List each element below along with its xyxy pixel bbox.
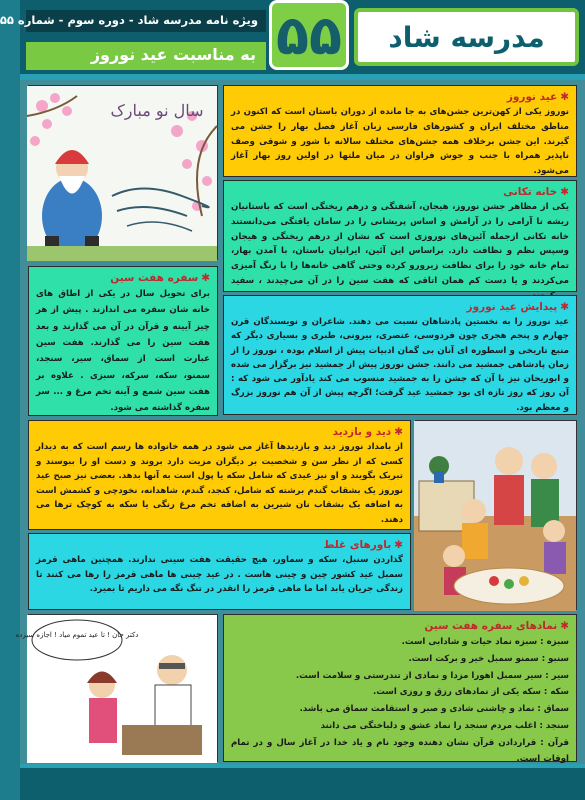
haftsin-spread-body: برای تحویل سال در یکی از اطاق های خانه شان سفره می اندازند . پیش از هر چیز آیینه و قرآن در آن می گذارند و بعد هفت سین را می گذارند. هفت سین عبارت است از سماق، سیر، سنجد، سمنو، سکه، سرکه، سبزی . علاوه بر هفت سین شمع و آینه تخم مرغ و ... سر سفره گذاشته می شود.	[36, 289, 210, 414]
symbol-item: قرآن : قراردادن قرآن نشان دهنده وجود نام و یاد خدا در آغاز سال و در تمام اوقات است.	[231, 737, 569, 765]
star-icon: ✱	[394, 539, 403, 551]
symbol-item: سیر : سیر سمبل اهورا مزدا و نمادی از تندرستی و سلامت است.	[295, 670, 569, 681]
symbol-item: سنجد : اغلب مردم سنجد را نماد عشق و دلباختگی می دانند	[320, 720, 569, 731]
misbelief-body: گذاردن سنبل، سکه و سماور، هیچ حقیقت هفت سینی ندارند. همچنین ماهی قرمز سمبل عید کشور چین و چینی هاست . در عید چینی ها ماهی قرمز را رها می کنند تا زندگی جریان یابد اما ما ماهی قرمز را انقدر در تنگ نگه می داریم تا بمیرد.	[36, 555, 403, 595]
section-heading	[36, 539, 403, 551]
section-visits	[28, 420, 411, 530]
symbol-item: سبزه : سبزه نماد حیات و شادابی است.	[401, 637, 569, 647]
nowruz-body: نوروز یکی از کهن‌ترین جشن‌های به جا مانده از دوران باستان است که اکنون در مناطق مختلف ایران و کشورهای فارسی زبان آغاز فصل بهار را جشن می گیرند. این جشن برخلاف همه جشن‌های مختلف سالانه با شور و شوقی وصف ناپذیر همراه با جنب و جوش فراوان در میان ملتها در اولین روز بهار آغاز می‌شود.	[231, 107, 569, 177]
haftsin-spread-title: سفره هفت سین	[110, 272, 199, 284]
doctor-cartoon-illustration	[15, 615, 217, 763]
card-greeting-text: سال نو مبارک	[110, 101, 204, 120]
doctor-cartoon-image	[15, 614, 218, 762]
greeting-card-illustration	[27, 86, 217, 261]
symbol-item: سنبو : سمنو سمبل خیر و برکت است.	[408, 653, 569, 664]
family-visit-image	[415, 420, 577, 610]
visits-body: از بامداد نوروز دید و بازدیدها آغاز می شود در همه خانواده ها رسم است که به دیدار کسی که از نظر سن و شخصیت بر دیگران مزیت دارد بروند و دست او را ببوسند و تبریک بگویند و او نیز عیدی که شامل سکه یا پول است به آنها بدهد. بعضی نیز صبح عید نوروز یک بشقاب گندم برشته که شامل، کنجد، گندم، شاهدانه، نخودچی و کشمش است به اضافه یک بشقاب نان شیرین به اضافه تخم مرغ رنگی یا سکه به کوچک ترها می دهند.	[36, 442, 403, 526]
section-house-cleaning	[223, 180, 577, 292]
section-nowruz	[223, 85, 577, 177]
symbol-item: سکه : سکه یکی از نمادهای رزق و روزی است.	[373, 687, 569, 698]
section-misbeliefs	[28, 533, 411, 610]
issue-subtitle: ویژه نامه مدرسه شاد - دوره سوم - شماره ۵۵	[26, 10, 266, 32]
section-heading	[231, 186, 569, 198]
misbelief-title: باورهای غلط	[323, 539, 392, 551]
greeting-card-image	[28, 85, 218, 260]
header-stripe	[20, 74, 585, 80]
section-symbols	[223, 614, 577, 765]
footer-bar	[20, 768, 585, 800]
cleaning-title: خانه تکانی	[503, 186, 558, 198]
origin-body: عید نوروز را به نخستین پادشاهان نسبت می دهند. شاعران و نویسندگان قرن چهارم و پنجم هجری چون فردوسی، عنصری، بیرونی، طبری و بسیاری دیگر که منبع تاریخی و اسطوره ای آنان بی گمان ادبیات پیش از اسلام بوده ، نوروز را از زمان پادشاهی جمشید می دانند. جشن نوروز پیش از جمشید نیز برگزار می شده و ابوریحان نیز با آن که جشن را به جمشید منسوب می کند یادآور می شود که : آن روز که روز تازه ای بود جمشید عید گرفت؛ اگرچه پیش از آن هم نوروز بزرگ و معظم بود.	[231, 317, 569, 413]
section-haftsin-spread	[28, 266, 218, 416]
family-visit-illustration	[414, 421, 576, 611]
star-icon: ✱	[394, 426, 403, 438]
section-heading	[231, 301, 569, 313]
origin-title: پیدایش عید نوروز	[466, 301, 558, 313]
star-icon: ✱	[560, 620, 569, 632]
star-icon: ✱	[560, 91, 569, 103]
cleaning-body: یکی از مظاهر جشن نوروز، هیجان، آشفتگی و درهم ریختگی است که باستانیان ریشه نا آرامی را در آرامش و اساس پریشانی را در سامان یافتگی می‌دانستند خانه تکانی ازجمله آئین‌های نوروزی است که نشان از درهم ریختگی و هیجان وسپس نظم و نظافت دارد. براساس این آئین، ایرانیان باستان، با آمدن بهار، تمام خانه خود را برای نظافت زیرورو کرده وحتی گاهی خانه‌ها را با رنگ آمیزی می‌کردند و یا دست کم همان اتاقی که هفت سین را در آن می‌چیدند ، سفید	[231, 202, 569, 286]
section-heading	[231, 620, 569, 632]
publication-title: مدرسه شاد	[354, 8, 579, 66]
star-icon: ✱	[560, 186, 569, 198]
star-icon: ✱	[201, 272, 210, 284]
nowruz-title: عید نوروز	[506, 91, 558, 103]
visits-title: دید و بازدید	[332, 426, 392, 438]
section-origin	[223, 295, 577, 415]
symbol-item: سماق : نماد و چاشنی شادی و صبر و استقامت سماق می باشد.	[299, 704, 569, 714]
cartoon-speech-text: دکتر جان ! تا عید تموم میاد ! اجازه سیزده	[15, 631, 139, 639]
header	[0, 0, 585, 78]
symbols-title: نمادهای سفره هفت سین	[424, 620, 558, 632]
occasion-title: به مناسبت عید نوروز	[26, 42, 266, 70]
star-icon: ✱	[560, 301, 569, 313]
section-heading	[231, 91, 569, 103]
section-heading	[36, 272, 210, 284]
issue-number-badge: ۵۵	[269, 0, 349, 70]
header-info	[0, 8, 266, 72]
section-heading	[36, 426, 403, 438]
